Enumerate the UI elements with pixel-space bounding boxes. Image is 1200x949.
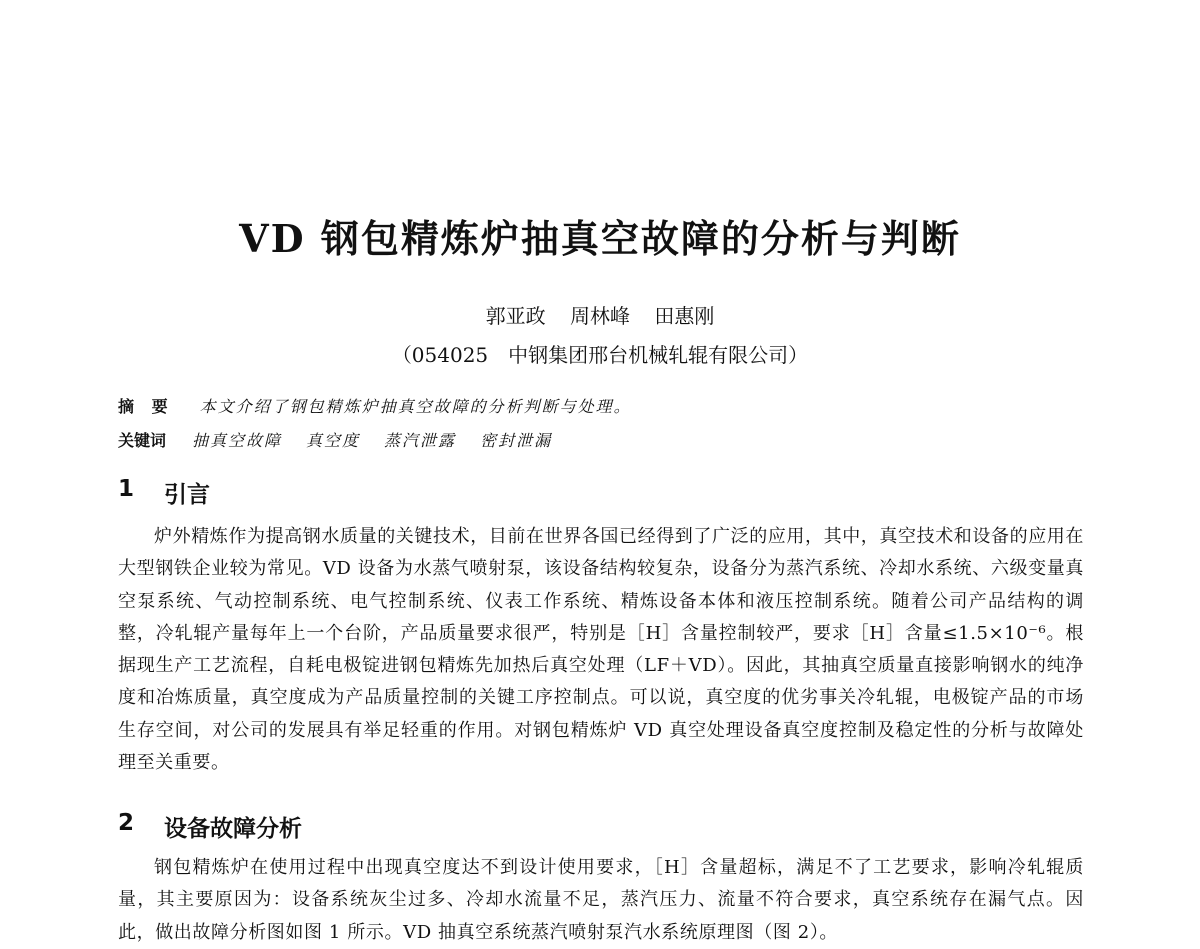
section-heading-introduction <box>118 476 210 509</box>
affiliation: （054025 中钢集团邢台机械轧辊有限公司） <box>391 343 809 367</box>
paper-title: VD 钢包精炼炉抽真空故障的分析与判断 <box>239 216 961 261</box>
authors: 郭亚政 周林峰 田惠刚 <box>485 304 715 328</box>
abstract <box>118 394 632 417</box>
keywords-label: 关键词 <box>118 431 167 450</box>
section-paragraph-fault-analysis: 钢包精炼炉在使用过程中出现真空度达不到设计使用要求，［H］含量超标，满足不了工艺要求，影响冷轧辊质量，其主要原因为：设备系统灰尘过多、冷却水流量不足，蒸汽压力、流量不符合要求，真空系统存在漏气点。因此，做出故障分析图如图 1 所示。VD 抽真空系统蒸汽喷射泵汽水系统原理图（图 2）。 <box>118 857 1084 943</box>
section-number: 2 <box>118 810 135 836</box>
abstract-label: 摘 要 <box>118 397 174 416</box>
section-number: 1 <box>118 476 135 502</box>
keywords <box>118 428 552 451</box>
section-title: 引言 <box>164 482 211 508</box>
keyword-list <box>192 428 552 451</box>
keyword: 抽真空故障 <box>192 431 283 450</box>
section-title: 设备故障分析 <box>164 816 303 842</box>
section-heading-fault-analysis <box>118 810 302 843</box>
abstract-text: 本文介绍了钢包精炼炉抽真空故障的分析判断与处理。 <box>199 397 632 416</box>
keyword: 蒸汽泄露 <box>384 431 457 450</box>
section-paragraph-introduction: 炉外精炼作为提高钢水质量的关键技术，目前在世界各国已经得到了广泛的应用，其中，真空技术和设备的应用在大型钢铁企业较为常见。VD 设备为水蒸气喷射泵，该设备结构较复杂，设备分为蒸汽系统、冷却水系统、六级变量真空泵系统、气动控制系统、电气控制系统、仪表工作系统、精炼设备本体和液压控制系统。随着公司产品结构的调整，冷轧辊产量每年上一个台阶，产品质量要求很严，特别是［H］含量控制较严，要求［H］含量≤1.5×10⁻⁶。根据现生产工艺流程，自耗电极锭进钢包精炼先加热后真空处理（LF＋VD）。因此，其抽真空质量直接影响钢水的纯净度和冶炼质量，真空度成为产品质量控制的关键工序控制点。可以说，真空度的优劣事关冷轧辊，电极锭产品的市场生存空间，对公司的发展具有举足轻重的作用。对钢包精炼炉 VD 真空处理设备真空度控制及稳定性的分析与故障处理至关重要。 <box>118 526 1084 774</box>
keyword: 密封泄漏 <box>480 431 553 450</box>
keyword: 真空度 <box>306 431 361 450</box>
